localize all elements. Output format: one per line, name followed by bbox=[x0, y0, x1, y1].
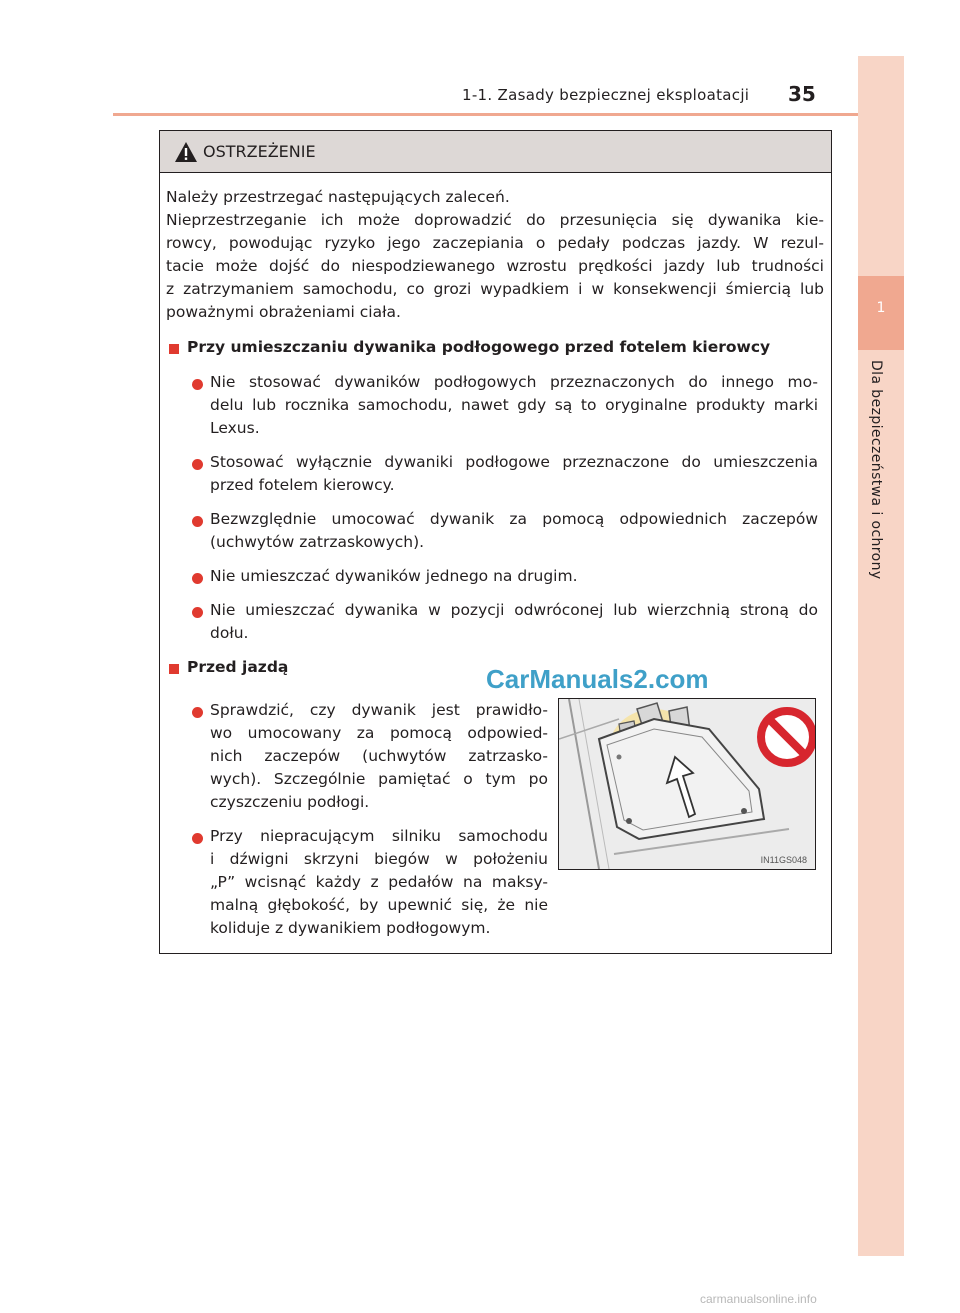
intro-line-3: rowcy, powodując ryzyko jego zaczepiania o pedały podczas jazdy. W rezul- bbox=[166, 234, 824, 252]
s1-item3-line1: Bezwzględnie umocować dywanik za pomocą odpowiednich zaczepów bbox=[210, 510, 818, 528]
section-square-bullet bbox=[169, 344, 179, 354]
s2-item1-line1: Sprawdzić, czy dywanik jest prawidło- bbox=[210, 701, 548, 719]
footer-watermark: carmanualsonline.info bbox=[700, 1292, 817, 1306]
bullet-dot bbox=[192, 833, 203, 844]
s2-item2-line1: Przy niepracującym silniku samochodu bbox=[210, 827, 548, 845]
section2-heading: Przed jazdą bbox=[187, 658, 289, 676]
s2-item1-line5: czyszczeniu podłogi. bbox=[210, 793, 370, 811]
intro-line-2: Nieprzestrzeganie ich może doprowadzić do przesunięcia się dywanika kie- bbox=[166, 211, 824, 229]
s1-item1-line1: Nie stosować dywaników podłogowych przeznaczonych do innego mo- bbox=[210, 373, 818, 391]
s1-item4-line1: Nie umieszczać dywaników jednego na drugim. bbox=[210, 567, 578, 585]
page-number: 35 bbox=[788, 82, 816, 106]
warning-header bbox=[160, 131, 831, 173]
chapter-label: Dla bezpieczeństwa i ochrony bbox=[868, 360, 884, 580]
s1-item5-line1: Nie umieszczać dywanika w pozycji odwróconej lub wierzchnią stroną do bbox=[210, 601, 818, 619]
bullet-dot bbox=[192, 459, 203, 470]
intro-line-1: Należy przestrzegać następujących zaleceń. bbox=[166, 188, 510, 206]
section1-heading: Przy umieszczaniu dywanika podłogowego przed fotelem kierowcy bbox=[187, 338, 771, 356]
chapter-number: 1 bbox=[876, 300, 886, 316]
floor-mat-drawing bbox=[559, 699, 815, 869]
intro-line-4: tacie może dojść do niespodziewanego wzrostu prędkości jazdy lub trudności bbox=[166, 257, 824, 275]
side-tab bbox=[858, 56, 904, 1256]
s2-item1-line4: wych). Szczególnie pamiętać o tym po bbox=[210, 770, 548, 788]
section-square-bullet bbox=[169, 664, 179, 674]
header-divider bbox=[113, 113, 858, 116]
bullet-dot bbox=[192, 379, 203, 390]
bullet-dot bbox=[192, 607, 203, 618]
s1-item1-line3: Lexus. bbox=[210, 419, 260, 437]
bullet-dot bbox=[192, 516, 203, 527]
s1-item5-line2: dołu. bbox=[210, 624, 249, 642]
s1-item2-line1: Stosować wyłącznie dywaniki podłogowe przeznaczone do umieszczenia bbox=[210, 453, 818, 471]
page-header-title: 1-1. Zasady bezpiecznej eksploatacji bbox=[462, 86, 750, 104]
s1-item1-line2: delu lub rocznika samochodu, nawet gdy są to oryginalne produkty marki bbox=[210, 396, 818, 414]
s2-item1-line3: nich zaczepów (uchwytów zatrzasko- bbox=[210, 747, 548, 765]
s2-item2-line2: i dźwigni skrzyni biegów w położeniu bbox=[210, 850, 548, 868]
s2-item2-line5: koliduje z dywanikiem podłogowym. bbox=[210, 919, 491, 937]
watermark: CarManuals2.com bbox=[486, 664, 709, 694]
intro-line-5: z zatrzymaniem samochodu, co grozi wypadkiem i w konsekwencji śmiercią lub bbox=[166, 280, 824, 298]
s2-item1-line2: wo umocowany za pomocą odpowied- bbox=[210, 724, 548, 742]
s1-item2-line2: przed fotelem kierowcy. bbox=[210, 476, 395, 494]
illustration-code: IN11GS048 bbox=[760, 855, 807, 865]
s2-item2-line3: „P” wcisnąć każdy z pedałów na maksy- bbox=[210, 873, 548, 891]
s1-item3-line2: (uchwytów zatrzaskowych). bbox=[210, 533, 425, 551]
warning-triangle-icon bbox=[174, 141, 198, 163]
warning-title: OSTRZEŻENIE bbox=[203, 142, 316, 161]
floor-mat-illustration bbox=[558, 698, 816, 870]
bullet-dot bbox=[192, 707, 203, 718]
intro-line-6: poważnymi obrażeniami ciała. bbox=[166, 303, 401, 321]
bullet-dot bbox=[192, 573, 203, 584]
s2-item2-line4: malną głębokość, by upewnić się, że nie bbox=[210, 896, 548, 914]
